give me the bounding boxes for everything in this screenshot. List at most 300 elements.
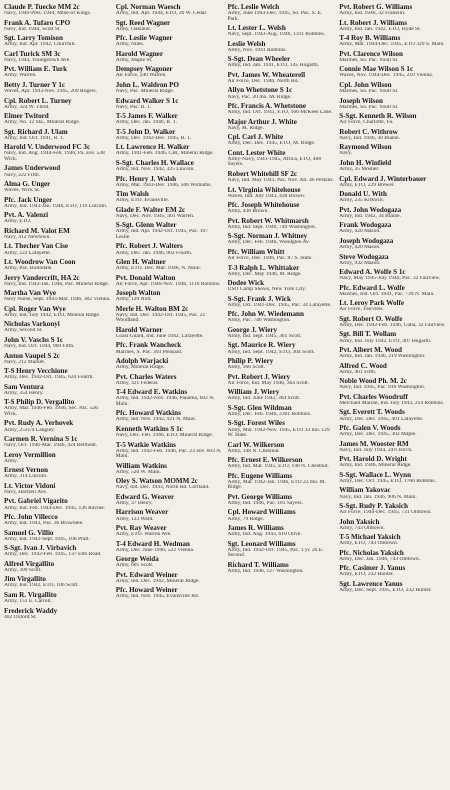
service-member-name: John V. Vaschs S 1c [4, 336, 64, 344]
service-details: Army, Ind. June 1942, 364 Scott. [227, 396, 301, 402]
service-entry [4, 290, 111, 303]
service-details: Army, Mar. 1942-Nov. 1945, ETO 33 mo. 129 W. State. [227, 427, 330, 439]
service-entry [228, 218, 335, 231]
service-details: Navy, Ind. 1943-Jan. 1946, Pac. Mineral Ridge. [4, 281, 110, 287]
service-member-name: Pfc. John W. Wiedemann [227, 311, 304, 319]
service-entry [116, 509, 223, 522]
service-member-name: Pfc. Howard Watkins [115, 410, 181, 418]
service-member-name: Sgt. Richard J. Ulam [4, 128, 68, 136]
service-entry [228, 171, 335, 184]
service-member-name: Lt. Robert J. Williams [339, 19, 407, 27]
service-entry [228, 233, 335, 246]
service-details: Waves, Ind. July 1943, 438 Brown. [227, 193, 306, 199]
service-details: Army, Mar. 1943-Dec. 1946, 506 Williams. [115, 182, 212, 188]
service-details: Army. [4, 458, 18, 464]
service-member-name: Harold V. Underwood FC 3c [4, 144, 91, 152]
service-details: Army, Ind. Sept. 1946, 749 Washington. [227, 224, 317, 230]
service-member-name: Harrison Weaver [115, 509, 169, 517]
service-details: Army, Oct. 1941-Dec. 1945, Pac. 34 Lafayette. [227, 302, 332, 308]
service-member-name: Cpl. Edward J. Winterbauer [339, 175, 427, 183]
service-member-name: Pvt. Charles Waters [115, 373, 177, 381]
service-details: Merchant Marine, Ind. July 1943, 214 Robbins. [339, 400, 445, 406]
service-entry [228, 280, 335, 293]
service-member-name: Robert C. Withrow [339, 128, 398, 136]
service-entry [116, 358, 223, 371]
service-member-name: John L. Waldron PO [115, 81, 179, 89]
service-member-name: Jerry Vandercrift, HA 2c [4, 274, 80, 282]
service-member-name: Cpl. Carl J. White [227, 134, 284, 142]
service-member-name: S-Sgt. Wallace L. Wynn [339, 471, 412, 479]
service-entry [4, 384, 111, 397]
service-entry [228, 296, 335, 309]
service-member-name: Sgt. Maurice R. Wiery [227, 342, 296, 350]
service-member-name: Carl W. Wilkerson [227, 441, 285, 449]
service-member-name: Pfc. Joseph Whitehouse [227, 202, 300, 210]
service-entry [4, 165, 111, 178]
service-member-name: Pfc. Casimer J. Yanus [339, 565, 406, 573]
service-member-name: Sgt. Leonard Williams [227, 540, 296, 548]
service-entry [228, 541, 335, 559]
service-entry [228, 311, 335, 324]
service-member-name: S-Sgt. Glenn Walter [115, 222, 177, 230]
service-details: Army, 235 Kirkwill. [339, 198, 385, 204]
service-entry [228, 525, 335, 538]
service-details: Navy, Ind. Dec. 1942-Oct. 1945, Pac. 21 Woodland. [115, 312, 206, 324]
service-entry [228, 442, 335, 455]
service-entry [339, 347, 446, 360]
service-entry [4, 306, 111, 319]
service-details: Army, 601 Scott. [115, 563, 154, 569]
service-entry [339, 487, 446, 500]
service-details: Army, Ind. July 1942, ETO, 407 Hogarth. [339, 338, 432, 344]
service-entry [116, 4, 223, 17]
service-member-name: Pfc. Howard Weiner [115, 587, 178, 595]
service-member-name: Cpl. Howard Williams [227, 509, 296, 517]
service-entry [339, 550, 446, 563]
service-entry [116, 129, 223, 142]
service-member-name: Carmen R. Vernina S 1c [4, 436, 78, 444]
service-details: Army, 35 Mosher. [339, 167, 380, 173]
service-details: Army, Ind. Oct. 1941, R. 1. [4, 135, 65, 141]
service-details: Army, ETO, 743 Ohltown. [339, 541, 399, 547]
service-member-name: Sgt. Lawrence Yanus [339, 580, 403, 588]
service-entry [339, 20, 446, 33]
service-member-name: T-4 Edward H. Wedman [115, 540, 190, 548]
service-member-name: Ernest Vernon [4, 467, 48, 475]
service-entry [228, 249, 335, 262]
service-details: Army, Ind. Apr. 1944, ETO, 20 W. Cedar. [115, 11, 208, 17]
service-member-name: Pfc. Frank Wancheck [115, 342, 182, 350]
service-entry [339, 565, 446, 578]
service-entry [4, 545, 111, 558]
service-details: Army, 932 Mason. [339, 260, 381, 266]
service-entry [116, 327, 223, 340]
service-member-name: Pfc. Leslie Welch [227, 4, 280, 11]
service-member-name: Cont. Lester White [227, 149, 286, 157]
service-details: Navy, Ind. July 1944, 24½ Birch. [339, 447, 413, 453]
service-details: Marines, Ind. Oct. 1941, Pac. 739 N. Main. [339, 291, 435, 297]
service-entry [339, 98, 446, 111]
service-details: Army, Dec. 1942-Feb. 1946, Cuba, 32 Fairview. [339, 322, 446, 328]
service-member-name: Allyn Whetstone S 1c [227, 87, 293, 95]
service-entry [116, 35, 223, 48]
service-details: Army, Maple St. [115, 57, 153, 63]
service-details: Army, Pac. 746 Washington. [227, 318, 291, 324]
service-entry [339, 300, 446, 313]
service-member-name: T-4 Roy B. Williams [339, 35, 401, 43]
roster-column-3 [228, 4, 335, 790]
service-member-name: Adolph Warjacki [115, 358, 169, 366]
service-entry [4, 51, 111, 64]
service-member-name: Pfc. Eugene Williams [227, 472, 293, 480]
service-entry [228, 494, 335, 507]
service-entry [4, 592, 111, 605]
service-details: Army, Dec. Oct. 1945, ETO, 1766 Robbins. [339, 478, 436, 484]
service-entry [339, 51, 446, 64]
service-member-name: Pfc. William Whitt [227, 248, 285, 256]
service-details: Waves, Apr. 1943-Nov. 1945, 209 Rogers. [4, 89, 97, 95]
roster-column-1 [4, 4, 111, 790]
service-entry [228, 562, 335, 575]
service-member-name: Pvt. Gabriel Vigarito [4, 498, 68, 506]
service-member-name: Pvt. George Williams [227, 493, 293, 501]
service-details: Air Force, 1944-Dec. 1945, 731 Ohltown. [339, 510, 432, 516]
service-details: Air Force, Fairview. [339, 307, 384, 313]
service-details: Navy, Pac. 20 mo. M. Ridge. [227, 94, 292, 100]
service-entry [116, 275, 223, 288]
service-details: Air Force, Dec. 1946, Pac. 87 S. State. [227, 256, 313, 261]
service-member-name: Cpl. Robert L. Turney [4, 97, 72, 105]
service-entry [4, 4, 111, 17]
service-entry [339, 472, 446, 485]
service-details: Army, Ind. 1942, 34 Blaine. [339, 213, 401, 219]
service-entry [4, 514, 111, 527]
service-entry [339, 519, 446, 532]
service-member-name: Pvt. A. Valenzi [4, 212, 49, 220]
service-details: Navy, Ind. Jan. 1946, 906 N. Main. [339, 494, 417, 500]
service-details: Coast Guard, Ind. June 1942, Lafayette. [115, 333, 204, 339]
service-entry [339, 160, 446, 173]
service-member-name: Lt. Virginia Whitehouse [227, 186, 301, 194]
service-member-name: S-Sgt. Charles H. Wallace [115, 159, 194, 167]
service-entry [228, 87, 335, 100]
service-entry [116, 191, 223, 204]
service-member-name: Elmer Twitord [4, 113, 49, 121]
service-entry [116, 243, 223, 256]
service-entry [339, 144, 446, 157]
service-member-name: Oley S. Watson MOMM 2c [115, 478, 198, 486]
service-member-name: S-Sgt. Dean Wheeler [227, 56, 291, 64]
service-entry [339, 285, 446, 298]
service-member-name: Harold Warner [115, 326, 163, 334]
service-details: Army, Mar. 1942-Jan. 1946, ETO 22 mo. M. Ridge. [227, 479, 326, 491]
service-member-name: Sam R. Virgallito [4, 591, 57, 599]
service-entry [116, 442, 223, 460]
service-member-name: Edward G. Weaver [115, 493, 175, 501]
service-entry [228, 134, 335, 147]
service-member-name: T-4 Edward E. Watkins [115, 389, 188, 397]
service-details: Army, Dec. Dec. 1945, ETO, M. Ridge. [227, 141, 316, 147]
service-details: Air Force, Apr. 1946-Nov. 1946, 1116 Robbins. [115, 281, 221, 287]
service-member-name: Frank Wodogaza [339, 222, 392, 230]
service-entry [339, 4, 446, 17]
service-entry [116, 259, 223, 272]
service-member-name: Sgt. Bill T. Wollam [339, 331, 397, 339]
service-member-name: Pvt. James W. Wheaterell [227, 71, 306, 79]
service-entry [116, 82, 223, 95]
service-entry [116, 541, 223, 554]
service-member-name: Pfc. Henry J. Walsh [115, 175, 177, 183]
service-member-name: Samuel G. Villio [4, 529, 54, 537]
service-member-name: Richard T. Williams [227, 561, 289, 569]
service-details: 402 Oxford St. [4, 614, 37, 620]
service-details: Army, 1941-Feb. 1946, CBI, Mineral Ridge. [115, 151, 214, 157]
service-member-name: James Underwood [4, 165, 61, 173]
service-entry [339, 82, 446, 95]
service-member-name: Pfc. Nicholas Yaksich [339, 549, 404, 557]
service-member-name: Donald U. With [339, 191, 387, 199]
service-details: Army, Ind. Sept. 1945, 361 Scott. [227, 333, 302, 339]
service-entry [339, 316, 446, 329]
service-details: Navy, Ind. 1945, Pac. 816 Washington. [339, 385, 426, 391]
service-member-name: Pfc. Edward L. Wolfe [339, 284, 405, 292]
service-details: Army, Ind. Sept. 1942, ETO, 364 Scott. [227, 349, 315, 355]
service-entry [228, 389, 335, 402]
service-details: Marines, S. Pac. 393 Pleasant. [115, 349, 183, 355]
service-details: Waves, Nov. 1944-Dec. 1945, 210 Vienna. [339, 73, 434, 79]
service-details: Army, Ind. 1946, Mineral Ridge. [339, 463, 412, 469]
service-entry [228, 342, 335, 355]
service-entry [116, 410, 223, 423]
service-member-name: John H. Winfield [339, 159, 392, 167]
service-member-name: Cpl. Norman Waesch [115, 4, 181, 11]
service-member-name: Pvt. Harold D. Wright [339, 456, 407, 464]
service-details: Army, 366 Scott. [227, 365, 266, 371]
service-member-name: Lt. Leroy Park Wolfe [339, 300, 405, 308]
service-details: Army, ETO. Evansville. [115, 198, 169, 204]
service-details: Army, Ind. July 1942, ETO, Mineral Ridge. [4, 312, 101, 318]
service-entry [4, 197, 111, 210]
service-details: Army, Ind. 1942-Nov. 1946, Panama, 602 N. Main. [115, 396, 215, 407]
service-details: Army, Ind. Nov. 1942, 325 Lincoln. [115, 167, 195, 173]
service-details: Navy, Ind. 1944, Scott St. [4, 26, 61, 32]
service-member-name: T-5 James F. Walker [115, 113, 178, 121]
service-entry [228, 265, 335, 278]
service-details: Navy, 1944, Youngstown Ave. [4, 57, 71, 63]
service-member-name: James R. Williams [227, 525, 284, 532]
service-member-name: George J. Wiery [227, 326, 278, 334]
service-entry [116, 525, 223, 538]
service-entry [4, 20, 111, 33]
service-entry [228, 41, 335, 54]
service-entry [116, 222, 223, 240]
service-entry [339, 207, 446, 220]
service-member-name: Raymond Wilson [339, 144, 392, 152]
service-details: Army, Ind. Mar. 1945, ETO, 148 N. Chestnut. [227, 464, 329, 470]
service-details: Army, Dec. May 1946, M. Ridge. [227, 271, 302, 277]
service-entry [339, 534, 446, 547]
service-entry [4, 452, 111, 465]
service-entry [4, 82, 111, 95]
service-details: Army, Ind. Oct. 1941, ETO, 166 McKees Lane. [227, 110, 333, 116]
service-member-name: S-Sgt. Forest Wiles [227, 420, 285, 428]
service-details: Navy, M. Ridge. [227, 125, 264, 131]
service-entry [4, 337, 111, 350]
service-details: Navy. [339, 151, 353, 157]
service-member-name: Sgt. Robert O. Wolfe [339, 315, 403, 323]
service-details: Army, Ind. Apr. 1942-Oct. 1945, Pac. 107 Leslie. [115, 229, 208, 240]
service-entry [4, 576, 111, 589]
service-entry [4, 181, 111, 194]
service-details: Navy, Sept. 1943-Aug. 1946, 1311 Robbins. [227, 32, 326, 38]
service-details: Army, 37 Henry. [115, 500, 153, 506]
service-details: Air Force, Charlotte, Fa. [339, 120, 394, 126]
service-details: Air Force, Ind. May 1946, 364 Scott. [227, 380, 310, 386]
service-member-name: Connie Mae Wilson S 1c [339, 66, 414, 74]
service-member-name: Tim Walsh [115, 191, 149, 199]
service-details: Waves, Wick St. [4, 188, 41, 194]
service-entry [116, 306, 223, 324]
service-details: Army, Ind. Dec. 1942, Mineral Ridge. [115, 578, 200, 584]
service-entry [4, 228, 111, 241]
service-entry [116, 113, 223, 126]
service-member-name: Pvt. Robert W. Whitmarsh [227, 217, 309, 225]
service-entry [116, 426, 223, 439]
service-member-name: Glade F. Walter EM 2c [115, 206, 186, 214]
service-entry [339, 191, 446, 204]
service-member-name: Edward Walker S 1c [115, 97, 179, 105]
service-details: Navy, 212 Market. [4, 359, 46, 365]
service-details: Army, Mar. 1946-Feb. 1946, Sec. Pac. 526 Wick. [4, 406, 99, 417]
service-details: Army, 151 E. Carroll. [4, 599, 52, 605]
service-details: Army-Navy, 1941-1945, Africa, ETO, 408 Sayers. [227, 156, 322, 168]
service-details: Navy, Ind. Oct. 1944, 960 Fifth. [4, 344, 75, 350]
service-entry [4, 113, 111, 126]
service-details: Army, Dec. June 1946, 522 Vienna. [115, 547, 195, 553]
service-details: Army, Ind. 1943-Jan. 1946, ETO, 119 Lincoln. [4, 203, 108, 209]
service-details: Army, Niles. [115, 42, 144, 48]
service-member-name: Edward A. Wolfe S 1c [339, 269, 406, 277]
service-details: Army, 148 N. Chestnut. [227, 448, 281, 454]
service-details: Navy, Ind. Dec. 1943, North Rd. Cortland. [115, 485, 210, 491]
service-member-name: Claude P. Tuecke MM 2c [4, 4, 80, 11]
service-member-name: Pvt. John Wodogaza [339, 206, 402, 214]
service-entry [228, 202, 335, 215]
service-member-name: William J. Wiery [227, 389, 280, 397]
service-entry [339, 441, 446, 454]
service-member-name: Pfc. Ernest E. Wilkerson [227, 457, 303, 465]
service-entry [4, 608, 111, 621]
service-details: Army, ETO. [4, 219, 32, 225]
service-member-name: Pfc. Robert J. Walters [115, 243, 183, 251]
service-details: Army, Dec. Jan. 1946, 743 Ohltown. [339, 556, 421, 562]
service-member-name: Betty J. Turner Y 1c [4, 81, 66, 89]
service-entry [4, 368, 111, 381]
service-details: Army, Dec. Jan. 1946, R. 1. [115, 120, 177, 126]
service-member-name: S-Sgt. Glen Wildman [227, 404, 292, 412]
service-entry [116, 587, 223, 600]
service-details: Army, Second St. [4, 328, 43, 334]
service-entry [339, 35, 446, 48]
service-details: Army, Dec. Feb. 1946, 2301 Robbins. [227, 411, 312, 417]
service-member-name: Harold Wagner [115, 50, 163, 58]
service-details: Army, ETO, 229 Brewer. [339, 182, 395, 188]
service-entry [228, 103, 335, 116]
service-entry [228, 25, 335, 38]
service-member-name: Pvt. William E. Turk [4, 66, 68, 74]
service-details: Army, 324 W. Third. [4, 104, 50, 110]
service-entry [4, 243, 111, 256]
service-member-name: Alfred C. Wood [339, 362, 387, 370]
service-details: Army, Pac. Bolindale. [4, 266, 53, 272]
service-entry [116, 51, 223, 64]
service-details: Navy, Oct. 1946-Mar. 1946, 424 Belmont. [4, 443, 98, 449]
roster-column-2 [116, 4, 223, 790]
service-details: Navy, Pac. R. 1. [115, 104, 152, 110]
service-details: Navy, Pac. Mineral Ridge. [115, 89, 175, 95]
service-member-name: T-5 Watkie Watkins [115, 441, 176, 449]
service-member-name: Pvt. Robert G. Williams [339, 4, 413, 11]
service-member-name: John Yaksich [339, 518, 380, 526]
service-details: Army, 354 Henry. [4, 390, 44, 396]
service-details: Air Force, Dec. 1946, North Rd. [227, 78, 299, 84]
service-details: Marines, So. Pac. Youll St. [339, 89, 399, 95]
service-details: Army, 520 W. Main. [115, 469, 161, 475]
service-details: Army, Warren. [4, 73, 37, 79]
service-member-name: Kenneth Watkins S 1c [115, 425, 183, 433]
service-details: Army, 2531/4 Langley. [4, 427, 55, 433]
service-entry [4, 259, 111, 272]
service-member-name: James M. Wooster RM [339, 440, 409, 448]
service-member-name: Cpl. John Wilson [339, 81, 392, 89]
service-entry [228, 420, 335, 438]
service-member-name: Sgt. Larry Tomison [4, 35, 63, 43]
service-entry [228, 56, 335, 69]
service-entry [228, 150, 335, 168]
service-member-name: Pvt. Robert J. Wiery [227, 373, 291, 381]
service-details: Army, 743 Ohltown. [339, 525, 385, 531]
service-member-name: S-Sgt. Rudy P. Yaksich [339, 503, 408, 510]
service-entry [339, 503, 446, 516]
service-member-name: Joseph Wodogaza [339, 237, 394, 245]
service-details: Army, 420 Mason. [339, 229, 381, 235]
service-entry [339, 254, 446, 267]
service-member-name: Pfc. Leslie Wagner [115, 35, 173, 43]
service-details: Army, Dec. 1942-Oct. 1945, 624 Fourth. [4, 375, 94, 381]
service-entry [116, 556, 223, 569]
service-member-name: Jim Virgallito [4, 576, 46, 584]
service-member-name: Alma G. Unger [4, 181, 51, 189]
service-entry [4, 353, 111, 366]
service-details: Army, Ind. 1946, 32 Franklin. [339, 11, 406, 17]
service-entry [4, 35, 111, 48]
service-details: Army, 123 Ward. [115, 516, 154, 522]
service-entry [116, 207, 223, 220]
service-details: Army, Nov. 1941 Robbins. [227, 47, 287, 53]
service-member-name: Pfc. Francis A. Whetstone [227, 103, 306, 111]
service-member-name: Merle H. Walton BM 2c [115, 305, 189, 313]
service-entry [339, 113, 446, 126]
service-details: Army, Ind. Apr. 1942, Churchill. [4, 42, 76, 48]
service-details: Army, Ind. 1942, ETO, 106 Scott. [4, 583, 79, 589]
service-entry [4, 498, 111, 511]
service-member-name: Robert Whitehill SF 2c [227, 170, 298, 178]
service-entry [228, 327, 335, 340]
service-member-name: S-Sgt. Kenneth R. Wilson [339, 113, 417, 121]
service-entry [4, 321, 111, 334]
service-entry [116, 98, 223, 111]
service-details: Army, Ind. 1946, 127 Washington. [227, 568, 304, 574]
